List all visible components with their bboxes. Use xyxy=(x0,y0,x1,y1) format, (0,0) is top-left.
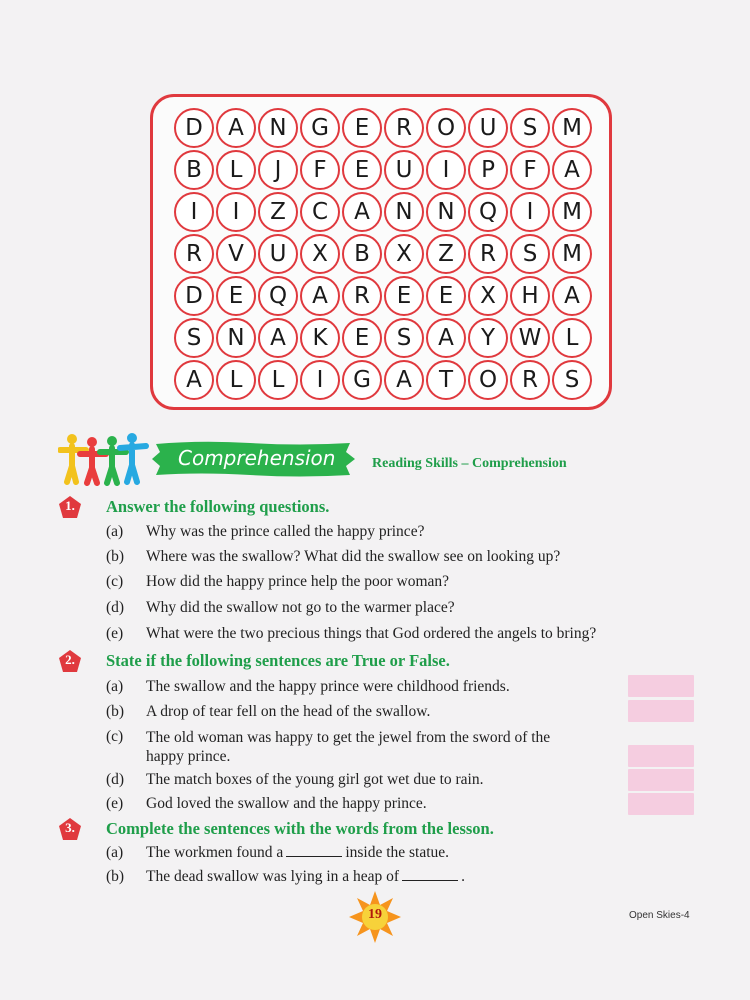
letter-cell[interactable]: L xyxy=(216,360,256,400)
list-item: (c) The old woman was happy to get the jewel from the sword of the happy prince. xyxy=(106,728,551,765)
letter-cell[interactable]: L xyxy=(552,318,592,358)
list-item: (e) What were the two precious things that God ordered the angels to bring? xyxy=(106,625,597,642)
fill-blank[interactable] xyxy=(402,868,458,881)
letter-cell[interactable]: X xyxy=(300,234,340,274)
letter-cell[interactable]: A xyxy=(342,192,382,232)
question-number: 2. xyxy=(65,652,75,667)
letter-cell[interactable]: Q xyxy=(258,276,298,316)
letter-cell[interactable]: A xyxy=(174,360,214,400)
letter-cell[interactable]: G xyxy=(300,108,340,148)
letter-cell[interactable]: A xyxy=(552,276,592,316)
letter-cell[interactable]: S xyxy=(510,234,550,274)
letter-cell[interactable]: O xyxy=(426,108,466,148)
letter-cell[interactable]: E xyxy=(342,108,382,148)
letter-cell[interactable]: W xyxy=(510,318,550,358)
letter-cell[interactable]: F xyxy=(510,150,550,190)
letter-cell[interactable]: Z xyxy=(426,234,466,274)
word-search-box xyxy=(150,94,612,410)
letter-cell[interactable]: R xyxy=(510,360,550,400)
list-item: (b) The dead swallow was lying in a heap of . xyxy=(106,868,465,885)
letter-cell[interactable]: F xyxy=(300,150,340,190)
list-item: (c) How did the happy prince help the poor woman? xyxy=(106,573,450,590)
answer-box[interactable] xyxy=(628,700,694,722)
letter-cell[interactable]: R xyxy=(342,276,382,316)
letter-cell[interactable]: G xyxy=(342,360,382,400)
question-1-title: Answer the following questions. xyxy=(106,497,330,516)
letter-cell[interactable]: S xyxy=(510,108,550,148)
letter-cell[interactable]: E xyxy=(384,276,424,316)
list-item: (a) The swallow and the happy prince were childhood friends. xyxy=(106,678,510,695)
letter-cell[interactable]: Y xyxy=(468,318,508,358)
letter-cell[interactable]: E xyxy=(342,318,382,358)
letter-cell[interactable]: Z xyxy=(258,192,298,232)
answer-box[interactable] xyxy=(628,675,694,697)
letter-cell[interactable]: O xyxy=(468,360,508,400)
series-title: Open Skies-4 xyxy=(629,910,690,921)
answer-box[interactable] xyxy=(628,769,694,791)
letter-cell[interactable]: A xyxy=(216,108,256,148)
letter-cell[interactable]: A xyxy=(300,276,340,316)
letter-cell[interactable]: E xyxy=(216,276,256,316)
list-item: (a) Why was the prince called the happy prince? xyxy=(106,523,425,540)
letter-cell[interactable]: D xyxy=(174,276,214,316)
letter-cell[interactable]: P xyxy=(468,150,508,190)
letter-cell[interactable]: N xyxy=(384,192,424,232)
letter-cell[interactable]: A xyxy=(426,318,466,358)
letter-cell[interactable]: I xyxy=(510,192,550,232)
letter-cell[interactable]: N xyxy=(426,192,466,232)
letter-cell[interactable]: S xyxy=(174,318,214,358)
list-item: (d) The match boxes of the young girl got wet due to rain. xyxy=(106,771,484,788)
letter-cell[interactable]: B xyxy=(342,234,382,274)
page-number: 19 xyxy=(368,907,382,922)
children-icon xyxy=(58,430,150,486)
letter-cell[interactable]: J xyxy=(258,150,298,190)
list-item: (a) The workmen found a inside the statue. xyxy=(106,844,450,861)
list-item: (d) Why did the swallow not go to the warmer place? xyxy=(106,599,455,616)
letter-cell[interactable]: R xyxy=(384,108,424,148)
letter-cell[interactable]: M xyxy=(552,108,592,148)
question-2-title: State if the following sentences are True or False. xyxy=(106,651,450,670)
letter-cell[interactable]: U xyxy=(384,150,424,190)
letter-cell[interactable]: R xyxy=(468,234,508,274)
letter-cell[interactable]: L xyxy=(216,150,256,190)
letter-cell[interactable]: X xyxy=(384,234,424,274)
letter-cell[interactable]: T xyxy=(426,360,466,400)
answer-box[interactable] xyxy=(628,745,694,767)
letter-cell[interactable]: E xyxy=(426,276,466,316)
section-tag: Reading Skills – Comprehension xyxy=(372,456,567,471)
letter-cell[interactable]: I xyxy=(426,150,466,190)
letter-cell[interactable]: U xyxy=(468,108,508,148)
letter-cell[interactable]: S xyxy=(384,318,424,358)
letter-cell[interactable]: N xyxy=(258,108,298,148)
letter-cell[interactable]: H xyxy=(510,276,550,316)
letter-cell[interactable]: M xyxy=(552,192,592,232)
letter-cell[interactable]: N xyxy=(216,318,256,358)
fill-blank[interactable] xyxy=(286,844,342,857)
letter-cell[interactable]: A xyxy=(258,318,298,358)
letter-cell[interactable]: U xyxy=(258,234,298,274)
letter-cell[interactable]: D xyxy=(174,108,214,148)
list-item: (b) Where was the swallow? What did the swallow see on looking up? xyxy=(106,548,561,565)
letter-cell[interactable]: A xyxy=(384,360,424,400)
question-number: 1. xyxy=(65,498,75,513)
letter-cell[interactable]: S xyxy=(552,360,592,400)
comprehension-banner-text: Comprehension xyxy=(178,446,336,470)
word-search-grid xyxy=(173,107,593,401)
question-3-title: Complete the sentences with the words from the lesson. xyxy=(106,819,494,838)
letter-cell[interactable]: K xyxy=(300,318,340,358)
letter-cell[interactable]: M xyxy=(552,234,592,274)
letter-cell[interactable]: A xyxy=(552,150,592,190)
letter-cell[interactable]: Q xyxy=(468,192,508,232)
letter-cell[interactable]: B xyxy=(174,150,214,190)
letter-cell[interactable]: V xyxy=(216,234,256,274)
letter-cell[interactable]: E xyxy=(342,150,382,190)
letter-cell[interactable]: R xyxy=(174,234,214,274)
letter-cell[interactable]: L xyxy=(258,360,298,400)
letter-cell[interactable]: I xyxy=(300,360,340,400)
answer-box[interactable] xyxy=(628,793,694,815)
letter-cell[interactable]: I xyxy=(216,192,256,232)
letter-cell[interactable]: X xyxy=(468,276,508,316)
letter-cell[interactable]: I xyxy=(174,192,214,232)
question-number: 3. xyxy=(65,820,75,835)
letter-cell[interactable]: C xyxy=(300,192,340,232)
list-item: (e) God loved the swallow and the happy prince. xyxy=(106,795,427,812)
list-item: (b) A drop of tear fell on the head of the swallow. xyxy=(106,703,431,720)
